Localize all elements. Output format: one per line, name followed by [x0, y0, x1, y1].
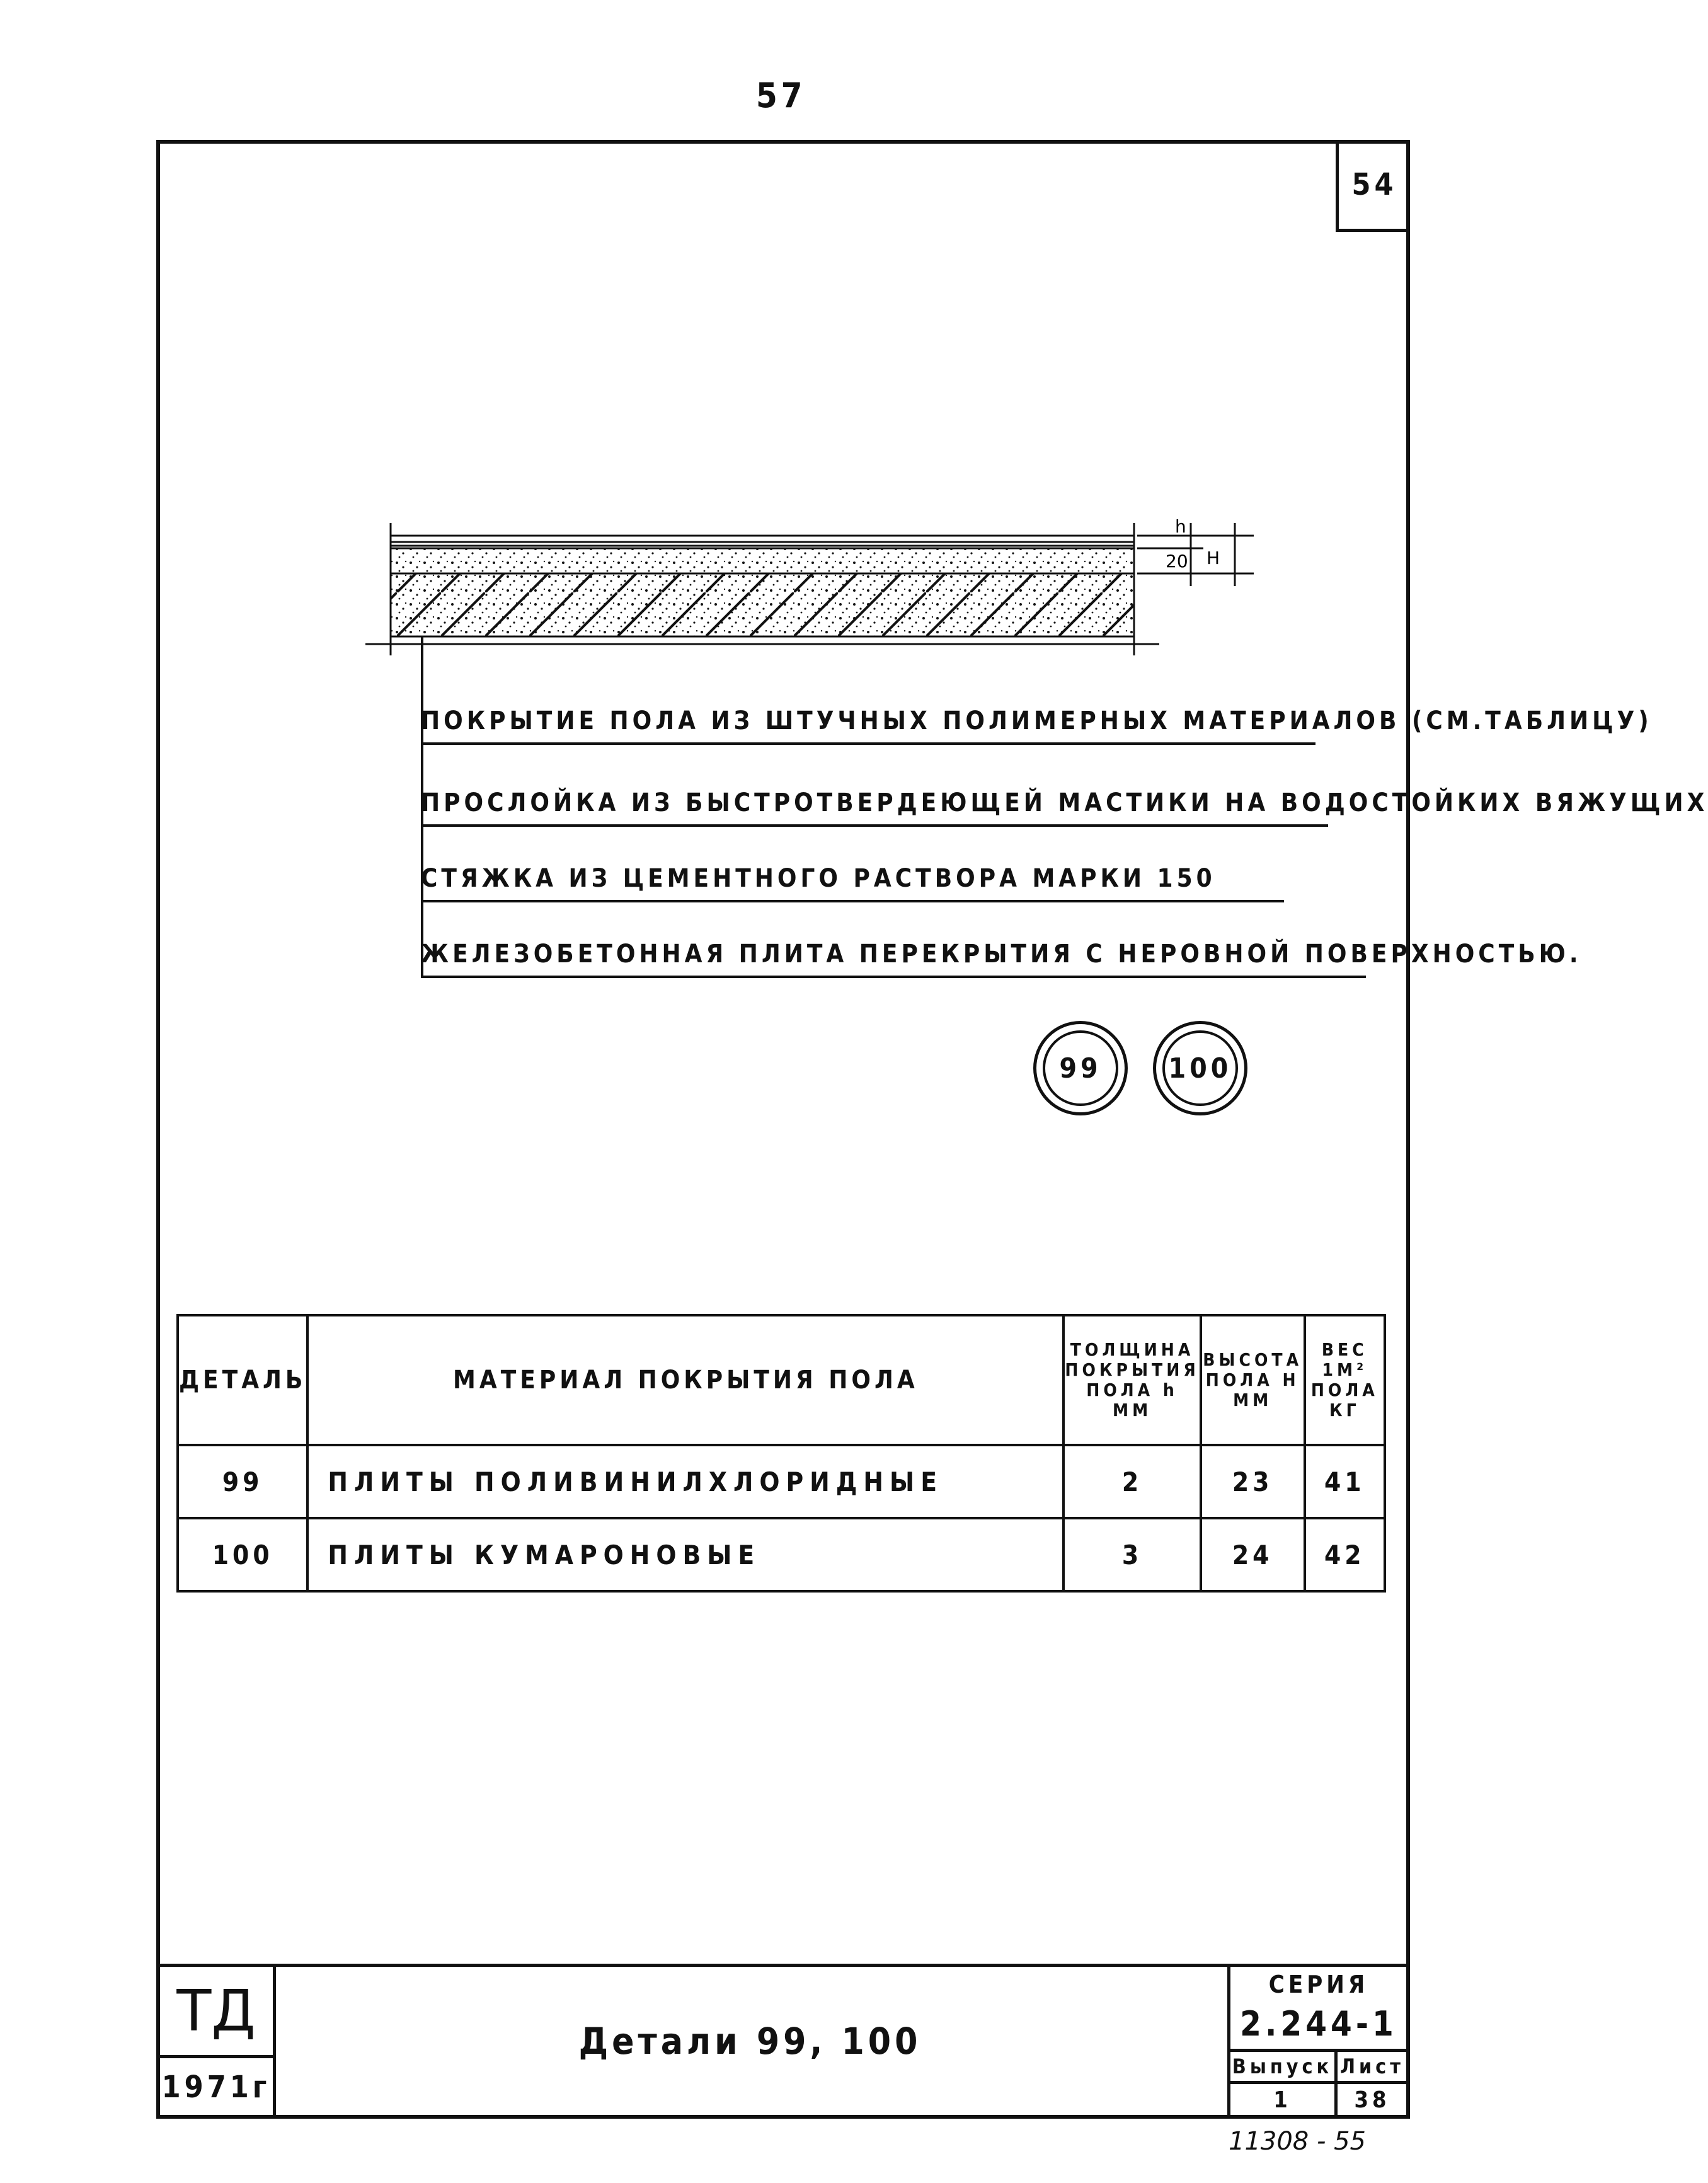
issue-value: 1 — [1227, 2081, 1338, 2119]
series-value: 2.244-1 — [1227, 1998, 1410, 2052]
table-row — [178, 1518, 1385, 1591]
header-height: ВЫСОТА ПОЛА H ММ — [1201, 1315, 1305, 1445]
layer-label-1: ПОКРЫТИЕ ПОЛА ИЗ ШТУЧНЫХ ПОЛИМЕРНЫХ МАТЕРИАЛОВ (СМ.ТАБЛИЦУ) — [421, 700, 1315, 745]
dimension-lines — [1137, 516, 1254, 586]
year: 1971г — [156, 2055, 276, 2119]
header-material: МАТЕРИАЛ ПОКРЫТИЯ ПОЛА — [307, 1315, 1063, 1445]
spec-table — [176, 1314, 1386, 1593]
layer-label-2: ПРОСЛОЙКА ИЗ БЫСТРОТВЕРДЕЮЩЕЙ МАСТИКИ НА ВОДОСТОЙКИХ ВЯЖУЩИХ — [421, 781, 1328, 827]
layer-label-4: ЖЕЛЕЗОБЕТОННАЯ ПЛИТА ПЕРЕКРЫТИЯ С НЕРОВНОЙ ПОВЕРХНОСТЬЮ. — [421, 933, 1366, 978]
series-label: СЕРИЯ — [1227, 1964, 1410, 2002]
dim-H: H — [1206, 548, 1220, 568]
dim-20: 20 — [1166, 551, 1188, 572]
cell-detail: 100 — [178, 1518, 307, 1591]
section-layers — [365, 523, 1159, 655]
header-thickness: ТОЛЩИНА ПОКРЫТИЯ ПОЛА h ММ — [1063, 1315, 1200, 1445]
title-block — [156, 1964, 1410, 2119]
drawing-title: Детали 99, 100 — [273, 1964, 1230, 2119]
header-detail: ДЕТАЛЬ — [178, 1315, 307, 1445]
layer-label-3: СТЯЖКА ИЗ ЦЕМЕНТНОГО РАСТВОРА МАРКИ 150 — [421, 857, 1284, 902]
cell-weight: 41 — [1305, 1445, 1385, 1518]
td-logo: ТД — [156, 1964, 276, 2058]
cell-height: 23 — [1201, 1445, 1305, 1518]
cell-thickness: 3 — [1063, 1518, 1200, 1591]
cell-height: 24 — [1201, 1518, 1305, 1591]
dim-h: h — [1175, 516, 1186, 537]
corner-sheet-number: 54 — [1336, 140, 1410, 232]
header-weight: ВЕС 1М² ПОЛА КГ — [1305, 1315, 1385, 1445]
table-row — [178, 1445, 1385, 1518]
archive-stamp: 11308 - 55 — [1229, 2127, 1367, 2156]
sheet-value: 38 — [1334, 2081, 1410, 2119]
detail-marker-99 — [1033, 1021, 1128, 1115]
table-header-row — [178, 1315, 1385, 1445]
floor-section-drawing — [353, 504, 1260, 668]
cell-weight: 42 — [1305, 1518, 1385, 1591]
cell-detail: 99 — [178, 1445, 307, 1518]
drawing-frame — [156, 140, 1410, 2119]
detail-marker-100-label: 100 — [1162, 1030, 1238, 1106]
detail-marker-100 — [1153, 1021, 1247, 1115]
cell-material: ПЛИТЫ ПОЛИВИНИЛХЛОРИДНЫЕ — [307, 1445, 1063, 1518]
page-number: 57 — [756, 76, 806, 115]
sheet-label: Лист — [1334, 2049, 1410, 2084]
cell-thickness: 2 — [1063, 1445, 1200, 1518]
cell-material: ПЛИТЫ КУМАРОНОВЫЕ — [307, 1518, 1063, 1591]
issue-label: Выпуск — [1227, 2049, 1338, 2084]
detail-marker-99-label: 99 — [1043, 1030, 1118, 1106]
